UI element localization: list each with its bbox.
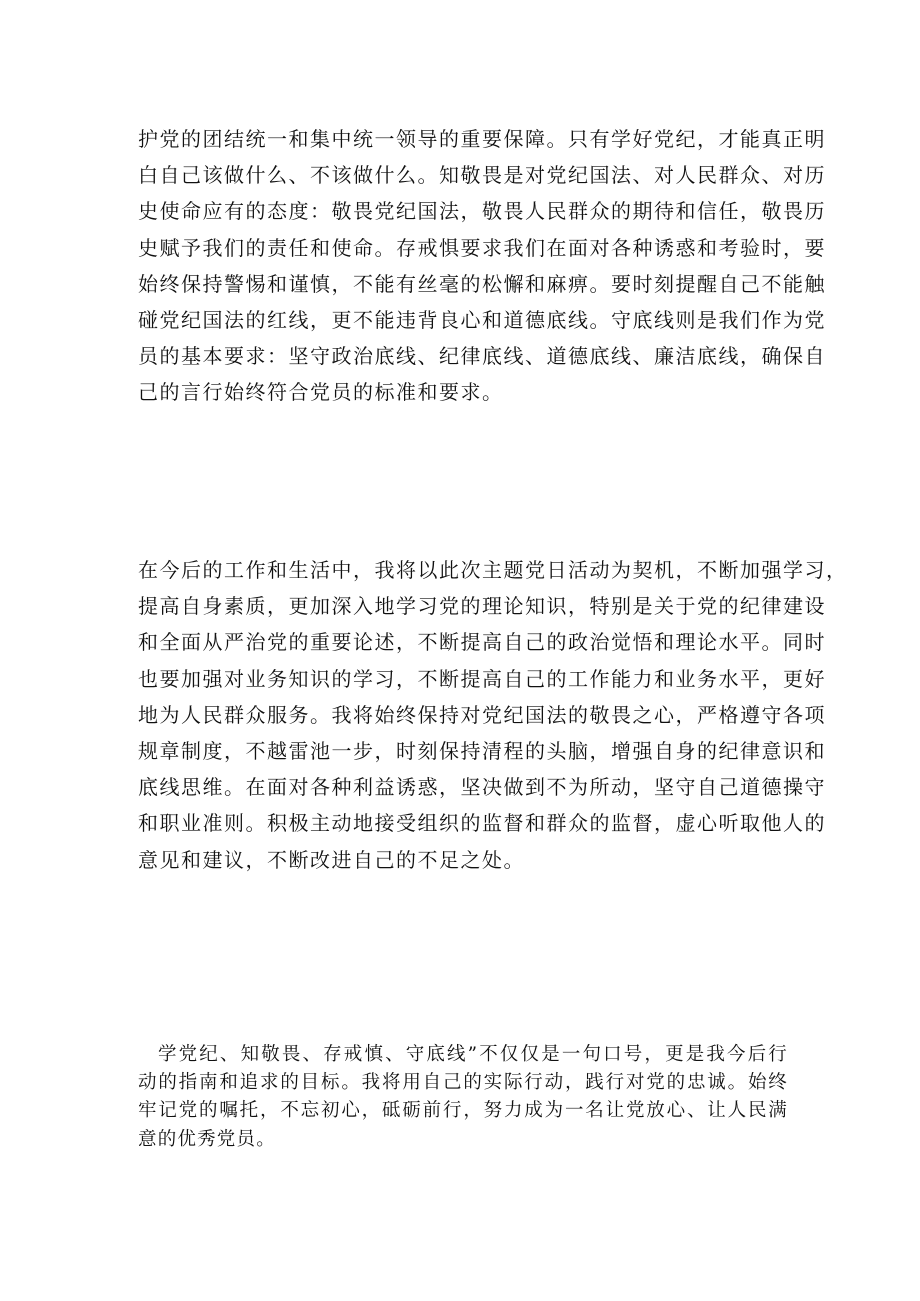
paragraph-conclusion: [138, 1041, 788, 1154]
text-line: 始终保持警惕和谨慎，不能有丝毫的松懈和麻痹。要时刻提醒自己不能触: [138, 271, 826, 296]
text-line: 意的优秀党员。: [138, 1128, 276, 1150]
text-line: 史使命应有的态度：敬畏党纪国法，敬畏人民群众的期待和信任，敬畏历: [138, 199, 826, 224]
paragraph-future-plans: [138, 552, 848, 878]
text-line: 和职业准则。积极主动地接受组织的监督和群众的监督，虚心听取他人的: [138, 811, 826, 836]
text-line: 己的言行始终符合党员的标准和要求。: [138, 380, 504, 405]
text-line: 白自己该做什么、不该做什么。知敬畏是对党纪国法、对人民群众、对历: [138, 163, 826, 188]
text-line: 在今后的工作和生活中，我将以此次主题党日活动为契机，不断加强学习，: [138, 558, 848, 582]
text-line: 碰党纪国法的红线，更不能违背良心和道德底线。守底线则是我们作为党: [138, 308, 826, 333]
text-line: 意见和建议，不断改进自己的不足之处。: [138, 847, 525, 872]
text-line: 和全面从严治党的重要论述，不断提高自己的政治觉悟和理论水平。同时: [138, 630, 826, 655]
text-line: 史赋予我们的责任和使命。存戒惧要求我们在面对各种诱惑和考验时，要: [138, 235, 826, 260]
text-line: 牢记党的嘱托，不忘初心，砥砺前行，努力成为一名让党放心、让人民满: [138, 1100, 788, 1122]
text-line: 护党的团结统一和集中统一领导的重要保障。只有学好党纪，才能真正明: [138, 127, 826, 151]
text-line: 员的基本要求：坚守政治底线、纪律底线、道德底线、廉洁底线，确保自: [138, 344, 826, 369]
text-line: 学党纪、知敬畏、存戒慎、守底线”不仅仅是一句口号，更是我今后行: [158, 1044, 788, 1065]
text-line: 底线思维。在面对各种利益诱惑，坚决做到不为所动，坚守自己道德操守: [138, 775, 826, 800]
text-line: 动的指南和追求的目标。我将用自己的实际行动，践行对党的忠诚。始终: [138, 1072, 788, 1094]
text-line: 地为人民群众服务。我将始终保持对党纪国法的敬畏之心，严格遵守各项: [138, 702, 826, 727]
text-line: 规章制度，不越雷池一步，时刻保持清程的头脑，增强自身的纪律意识和: [138, 739, 826, 764]
paragraph-discipline-meaning: [138, 121, 826, 411]
text-line: 提高自身素质，更加深入地学习党的理论知识，特别是关于党的纪律建设: [138, 594, 826, 619]
text-line: 也要加强对业务知识的学习，不断提高自己的工作能力和业务水平，更好: [138, 666, 826, 691]
